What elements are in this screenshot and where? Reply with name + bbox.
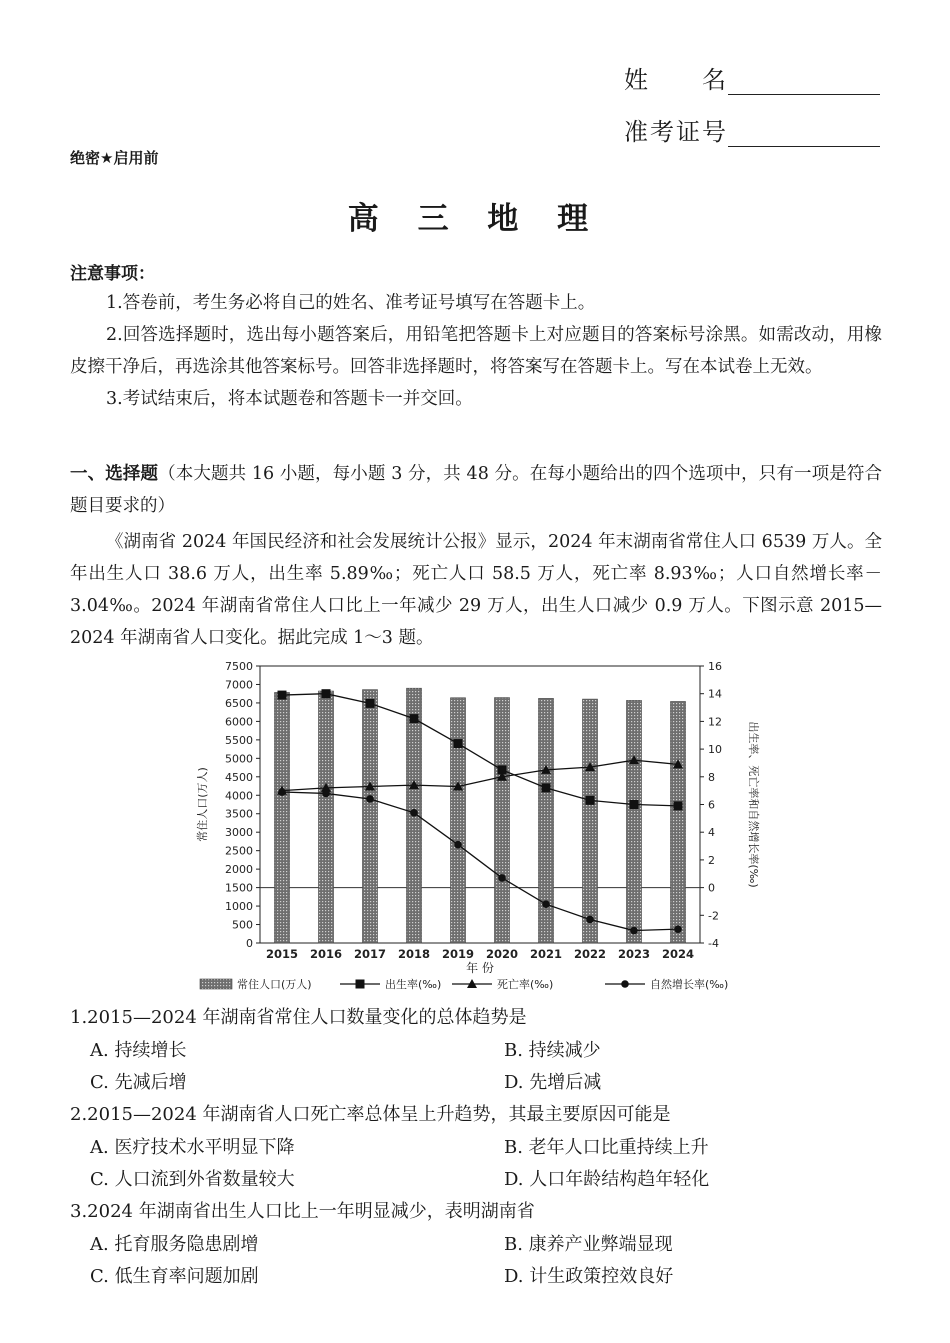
left-tick-label: 1000 [225,900,253,914]
left-tick-label: 3500 [225,807,253,821]
bar-resident-population [363,690,378,943]
right-tick-label: 16 [708,660,722,673]
marker-birth-rate [278,691,287,700]
name-field [624,60,880,95]
option-a[interactable]: A. 医疗技术水平明显下降 [90,1137,295,1158]
left-tick-label: 5000 [225,752,253,766]
left-tick-label: 3000 [225,826,253,840]
x-tick-label: 2018 [397,947,431,961]
question-3 [70,1197,882,1294]
notice-heading: 注意事项： [70,264,155,284]
marker-natural-growth [454,841,462,849]
option-row [70,1262,882,1294]
right-tick-label: -4 [708,937,719,950]
left-tick-label: 6500 [225,696,253,710]
right-tick-label: 12 [708,715,722,729]
left-tick-label: 2000 [225,863,253,877]
question-stem: 3.2024 年湖南省出生人口比上一年明显减少，表明湖南省 [70,1201,535,1222]
marker-birth-rate [322,689,331,698]
x-tick-label: 2019 [441,947,475,961]
page-title: 高 三 地 理 [347,201,603,237]
exam-id-blank[interactable] [728,120,880,147]
marker-natural-growth [498,874,506,882]
secret-mark: 绝密★启用前 [70,149,159,167]
question-list [70,1003,882,1294]
left-tick-label: 1500 [225,881,253,895]
name-blank[interactable] [728,68,880,95]
option-b[interactable]: B. 持续减少 [504,1040,601,1061]
marker-birth-rate [630,800,639,809]
left-tick-label: 2500 [225,844,253,858]
marker-natural-growth [366,795,374,803]
right-tick-label: 6 [708,798,715,812]
x-tick-label: 2016 [309,947,343,961]
bar-resident-population [495,698,510,943]
legend-label: 常住人口(万人) [237,978,312,991]
bar-resident-population [451,698,466,943]
option-b[interactable]: B. 康养产业弊端显现 [504,1234,673,1255]
right-tick-label: 14 [708,687,722,701]
left-tick-label: 4500 [225,770,253,784]
legend-bar-swatch [200,979,232,989]
option-a[interactable]: A. 持续增长 [90,1040,187,1061]
option-c[interactable]: C. 先减后增 [90,1072,187,1093]
x-tick-label: 2017 [353,947,387,961]
left-tick-label: 7500 [225,660,253,673]
option-row [70,1230,882,1262]
marker-natural-growth [630,927,638,935]
x-axis-label: 年 份 [466,961,494,975]
option-c[interactable]: C. 人口流到外省数量较大 [90,1169,295,1190]
right-tick-label: 2 [708,853,715,867]
left-tick-label: 500 [232,918,253,932]
question-stem: 1.2015—2024 年湖南省常住人口数量变化的总体趋势是 [70,1007,527,1028]
marker-natural-growth [542,900,550,908]
legend-label: 自然增长率(‰) [650,978,729,991]
right-tick-label: 8 [708,770,715,784]
right-tick-label: 0 [708,881,715,895]
marker-natural-growth [410,809,418,817]
legend-label: 出生率(‰) [385,978,442,991]
bar-resident-population [583,699,598,943]
left-tick-label: 6000 [225,715,253,729]
left-tick-label: 5500 [225,733,253,747]
bar-resident-population [627,700,642,943]
question-2 [70,1100,882,1197]
option-a[interactable]: A. 托育服务隐患剧增 [90,1234,259,1255]
series-line-triangle [282,760,678,790]
x-tick-label: 2022 [573,947,607,961]
marker-natural-growth [322,790,330,798]
marker-birth-rate [674,801,683,810]
option-c[interactable]: C. 低生育率问题加剧 [90,1266,259,1287]
series-line-circle [282,792,678,931]
marker-natural-growth [674,925,682,933]
x-tick-label: 2024 [661,947,695,961]
option-row [70,1068,882,1100]
x-tick-label: 2023 [617,947,651,961]
option-b[interactable]: B. 老年人口比重持续上升 [504,1137,709,1158]
marker-birth-rate [454,739,463,748]
x-tick-label: 2015 [265,947,299,961]
population-chart [190,655,770,1000]
right-tick-label: 4 [708,826,715,840]
option-row [70,1133,882,1165]
exam-id-label: 准考证号 [624,118,728,146]
option-d[interactable]: D. 人口年龄结构趋年轻化 [504,1169,710,1190]
marker-natural-growth [278,788,286,796]
left-tick-label: 7000 [225,678,253,692]
notice-list [70,287,882,415]
y-axis-label-right: 出生率、死亡率和自然增长率(‰) [747,721,760,888]
notice-item-1: 1.答卷前，考生务必将自己的姓名、准考证号填写在答题卡上。 [106,293,596,313]
bar-resident-population [671,701,686,943]
option-d[interactable]: D. 先增后减 [504,1072,602,1093]
series-line-square [282,694,678,806]
notice-item-3: 3.考试结束后，将本试题卷和答题卡一并交回。 [106,389,473,409]
option-row [70,1165,882,1197]
x-tick-label: 2020 [485,947,519,961]
marker-birth-rate [366,699,375,708]
marker-birth-rate [410,714,419,723]
question-1 [70,1003,882,1100]
legend-label: 死亡率(‰) [497,978,554,991]
y-axis-label-left: 常住人口(万人) [196,767,209,842]
name-label: 姓 名 [624,66,728,94]
exam-id-field [624,112,880,147]
bar-resident-population [275,692,290,943]
right-tick-label: 10 [708,743,722,757]
section-heading: 一、选择题 [70,464,159,484]
section-description: （本大题共 16 小题，每小题 3 分，共 48 分。在每小题给出的四个选项中，只有一项是符合题目要求的） [70,464,882,516]
left-tick-label: 4000 [225,789,253,803]
material-text: 《湖南省 2024 年国民经济和社会发展统计公报》显示，2024 年末湖南省常住人口 6539 万人。全年出生人口 38.6 万人，出生率 5.89‰；死亡人口 58.5 万人，死亡率 8.93‰；人口自然增长率－3.04‰。2024 年湖南省常住人口比上一年减少 29 万人，出生人口减少 0.9 万人。下图示意 2015—2024 年湖南省人口变化。据此完成 1～3 题。 [70,532,882,648]
bar-resident-population [319,691,334,943]
option-d[interactable]: D. 计生政策控效良好 [504,1266,674,1287]
notice-item-2: 2.回答选择题时，选出每小题答案后，用铅笔把答题卡上对应题目的答案标号涂黑。如需改动，用橡皮擦干净后，再选涂其他答案标号。回答非选择题时，将答案写在答题卡上。写在本试卷上无效。 [70,325,882,377]
right-tick-label: -2 [708,909,719,923]
legend-square-marker [356,980,365,989]
option-row [70,1036,882,1068]
x-tick-label: 2021 [529,947,563,961]
section-intro [70,458,882,522]
marker-natural-growth [586,916,594,924]
marker-birth-rate [542,783,551,792]
marker-birth-rate [586,796,595,805]
legend-circle-marker [621,980,629,988]
question-stem: 2.2015—2024 年湖南省人口死亡率总体呈上升趋势，其最主要原因可能是 [70,1104,671,1125]
left-tick-label: 0 [246,937,253,950]
